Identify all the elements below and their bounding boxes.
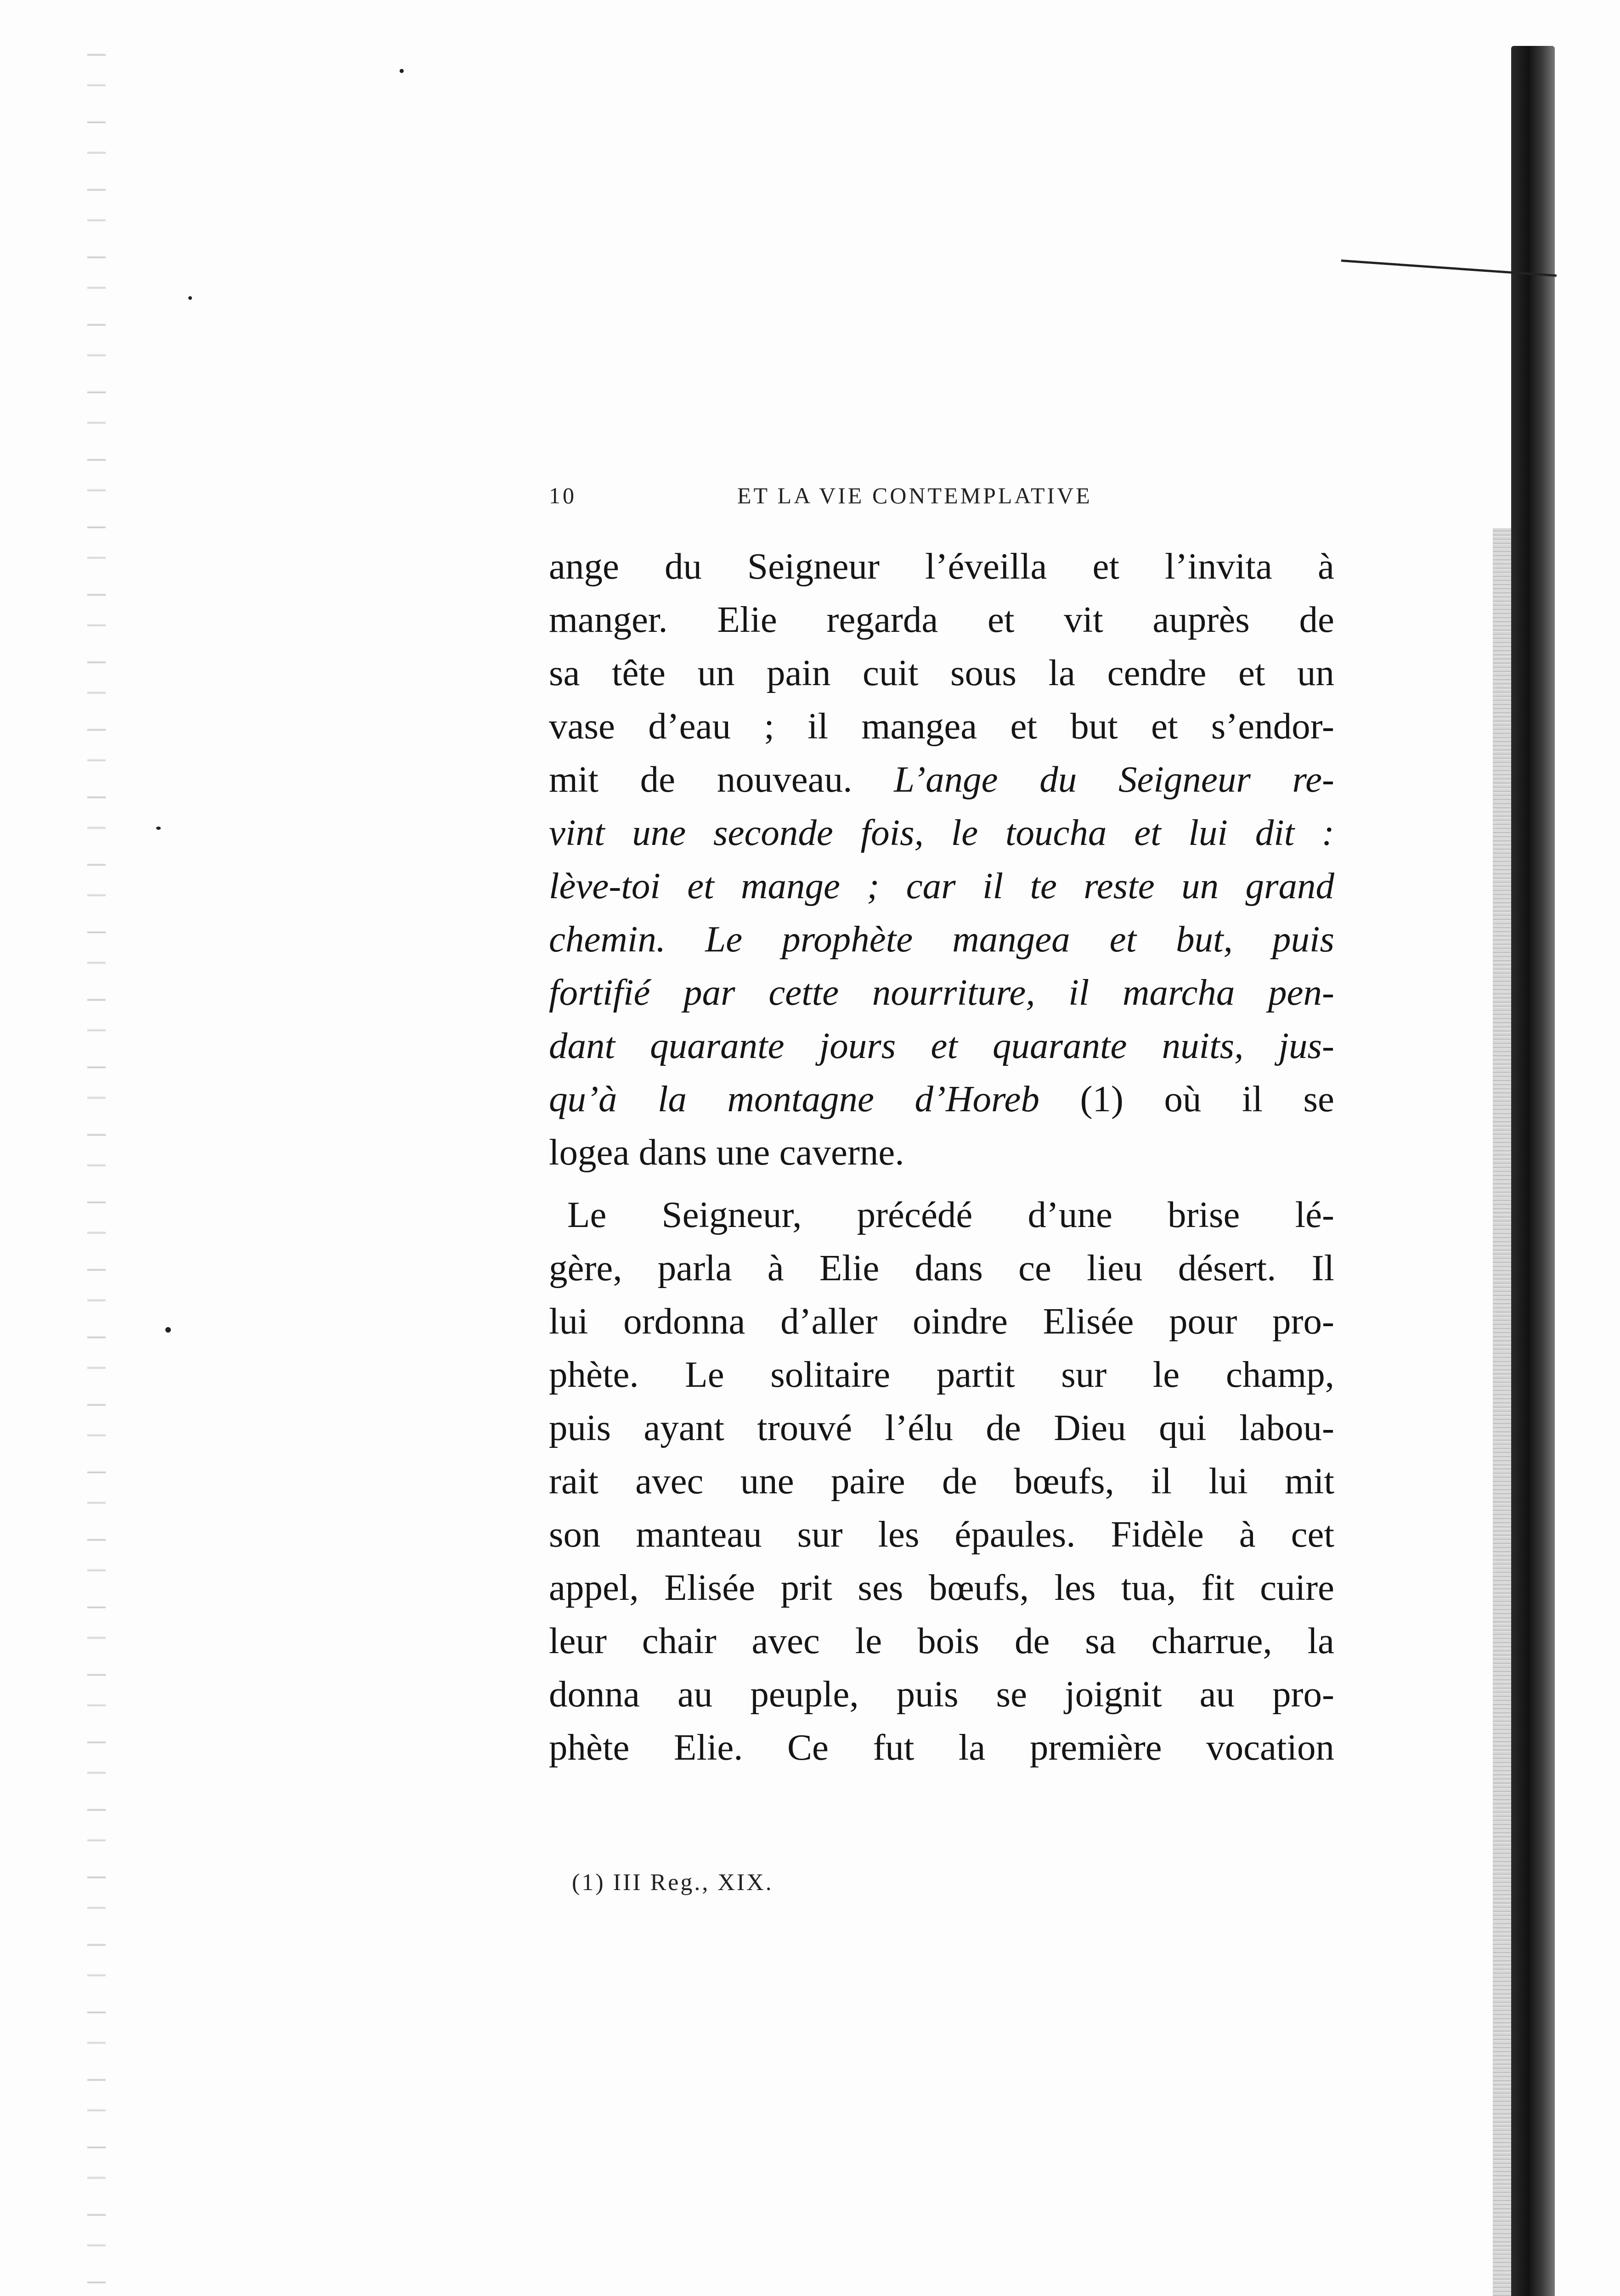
- ink-speck: [188, 296, 192, 300]
- text-line: ange du Seigneur l’éveilla et l’invita à: [549, 546, 1334, 587]
- text-line: vase d’eau ; il mangea et but et s’endor-: [549, 705, 1334, 747]
- text-line: son manteau sur les épaules. Fidèle à cet: [549, 1514, 1334, 1555]
- body-text: [549, 540, 1334, 1774]
- text-line: phète Elie. Ce fut la première vocation: [549, 1727, 1334, 1768]
- running-title: ET LA VIE CONTEMPLATIVE: [737, 483, 1092, 508]
- ink-speck: [165, 1327, 171, 1333]
- text-line: sa tête un pain cuit sous la cendre et un: [549, 652, 1334, 693]
- page-number: 10: [549, 483, 576, 508]
- ink-speck: [400, 69, 404, 73]
- text-line: puis ayant trouvé l’élu de Dieu qui labou-: [549, 1407, 1334, 1448]
- text-line: [549, 1072, 1334, 1125]
- text-run: mit de nouveau.: [549, 759, 852, 800]
- italic-run: qu’à la montagne d’Horeb: [549, 1078, 1039, 1120]
- text-line: phète. Le solitaire partit sur le champ,: [549, 1354, 1334, 1395]
- text-line: donna au peuple, puis se joignit au pro-: [549, 1673, 1334, 1715]
- text-line: Le Seigneur, précédé d’une brise lé-: [567, 1194, 1334, 1235]
- book-binding-edge: [1511, 46, 1555, 2296]
- text-line: dant quarante jours et quarante nuits, jus-: [549, 1025, 1334, 1066]
- text-line: lui ordonna d’aller oindre Elisée pour pro-: [549, 1300, 1334, 1342]
- footnote-ref: (1) où il se: [1080, 1078, 1334, 1120]
- ink-speck: [156, 827, 161, 830]
- text-line: appel, Elisée prit ses bœufs, les tua, fit cuire: [549, 1567, 1334, 1608]
- text-line: rait avec une paire de bœufs, il lui mit: [549, 1460, 1334, 1502]
- scan-speckle: [87, 37, 106, 2296]
- running-head: [549, 482, 1334, 514]
- footnote: (1) III Reg., XIX.: [572, 1869, 773, 1896]
- text-line: [549, 753, 1334, 806]
- text-line: manger. Elie regarda et vit auprès de: [549, 599, 1334, 640]
- text-line: gère, parla à Elie dans ce lieu désert. Il: [549, 1247, 1334, 1289]
- text-line: vint une seconde fois, le toucha et lui dit :: [549, 812, 1334, 853]
- italic-run: L’ange du Seigneur re-: [894, 759, 1334, 800]
- text-line: leur chair avec le bois de sa charrue, la: [549, 1620, 1334, 1661]
- text-line: lève-toi et mange ; car il te reste un grand: [549, 865, 1334, 906]
- text-line: fortifié par cette nourriture, il marcha pen-: [549, 972, 1334, 1013]
- text-line: chemin. Le prophète mangea et but, puis: [549, 918, 1334, 960]
- text-line: logea dans une caverne.: [549, 1131, 904, 1173]
